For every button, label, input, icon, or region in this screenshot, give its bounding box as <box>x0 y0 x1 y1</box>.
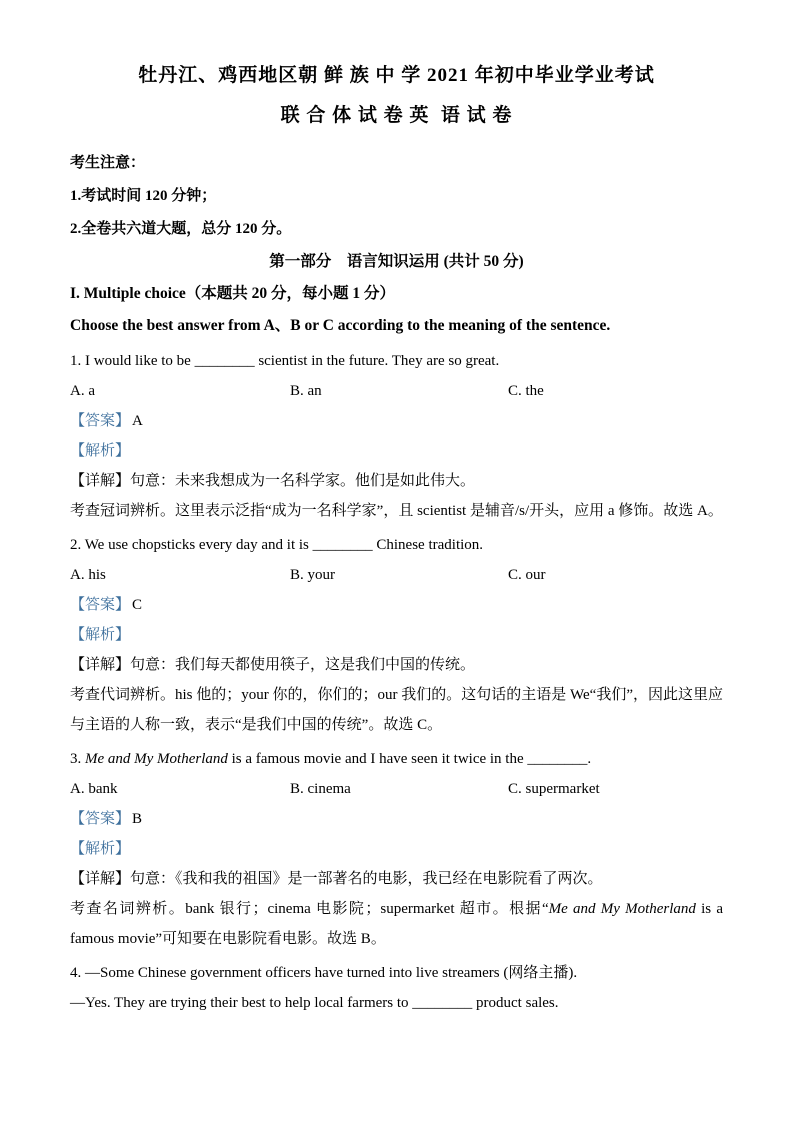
option-a: A. a <box>70 383 95 399</box>
answer-line <box>70 590 723 620</box>
document-title-line2: 联 合 体 试 卷 英 语 试 卷 <box>280 105 513 126</box>
option-b: B. an <box>290 383 322 399</box>
question-block <box>70 346 723 526</box>
answer-value: B <box>132 811 143 827</box>
option-b: B. cinema <box>290 781 351 797</box>
option-c: C. the <box>508 383 544 399</box>
question-stems <box>70 346 723 376</box>
question-stems <box>70 530 723 560</box>
explain-paragraph: 考查代词辨析。his 他的；your 你的，你们的；our 我们的。这句话的主语是 We“我们”，因此这里应与主语的人称一致，表示“是我们中国的传统”。故选 C。 <box>70 687 723 733</box>
instruction-line: Choose the best answer from A、B or C according to the meaning of the sentence. <box>70 317 611 334</box>
question-stem: 1. I would like to be ________ scientist in the future. They are so great. <box>70 353 500 369</box>
analysis-label: 【解析】 <box>70 841 131 857</box>
notice-item-1: 1.考试时间 120 分钟； <box>70 188 217 204</box>
option-c: C. supermarket <box>508 781 600 797</box>
part-heading: 第一部分 语言知识运用 (共计 50 分) <box>269 253 524 270</box>
detail-line: 【详解】句意：《我和我的祖国》是一部著名的电影，我已经在电影院看了两次。 <box>70 871 603 887</box>
analysis-label: 【解析】 <box>70 443 131 459</box>
notice-heading: 考生注意： <box>70 155 146 171</box>
detail-line: 【详解】句意：未来我想成为一名科学家。他们是如此伟大。 <box>70 473 476 489</box>
options-row <box>70 376 723 406</box>
document-title-line1: 牡丹江、鸡西地区朝 鲜 族 中 学 2021 年初中毕业学业考试 <box>138 65 655 86</box>
options-row <box>70 560 723 590</box>
option-a: A. his <box>70 567 106 583</box>
option-a: A. bank <box>70 781 118 797</box>
answer-value: A <box>132 413 143 429</box>
question-block <box>70 744 723 954</box>
options-row <box>70 774 723 804</box>
detail-line: 【详解】句意：我们每天都使用筷子，这是我们中国的传统。 <box>70 657 476 673</box>
option-b: B. your <box>290 567 335 583</box>
answer-label: 【答案】 <box>70 811 131 827</box>
answer-line <box>70 406 723 436</box>
notice-item-2: 2.全卷共六道大题，总分 120 分。 <box>70 221 292 237</box>
answer-label: 【答案】 <box>70 413 131 429</box>
question-stem: 3. Me and My Motherland is a famous movie and I have seen it twice in the ________. <box>70 751 592 767</box>
question-block <box>70 530 723 740</box>
question-stems <box>70 744 723 774</box>
explain-paragraph: 考查冠词辨析。这里表示泛指“成为一名科学家”，且 scientist 是辅音/s/开头，应用 a 修饰。故选 A。 <box>70 503 723 519</box>
question-stem: —Yes. They are trying their best to help local farmers to ________ product sales. <box>70 995 559 1011</box>
questions-container <box>70 346 723 1018</box>
explain-paragraph: 考查名词辨析。bank 银行；cinema 电影院；supermarket 超市。根据“Me and My Motherland is a famous movie”可知要在电影院看电影。故选 B。 <box>70 901 723 947</box>
analysis-label: 【解析】 <box>70 627 131 643</box>
section-heading: I. Multiple choice（本题共 20 分，每小题 1 分） <box>70 285 396 302</box>
answer-value: C <box>132 597 143 613</box>
question-stem: 4. —Some Chinese government officers have turned into live streamers (网络主播). <box>70 965 578 981</box>
question-block <box>70 958 723 1018</box>
question-stem: 2. We use chopsticks every day and it is ________ Chinese tradition. <box>70 537 484 553</box>
question-stems <box>70 958 723 1018</box>
option-c: C. our <box>508 567 546 583</box>
answer-label: 【答案】 <box>70 597 131 613</box>
answer-line <box>70 804 723 834</box>
